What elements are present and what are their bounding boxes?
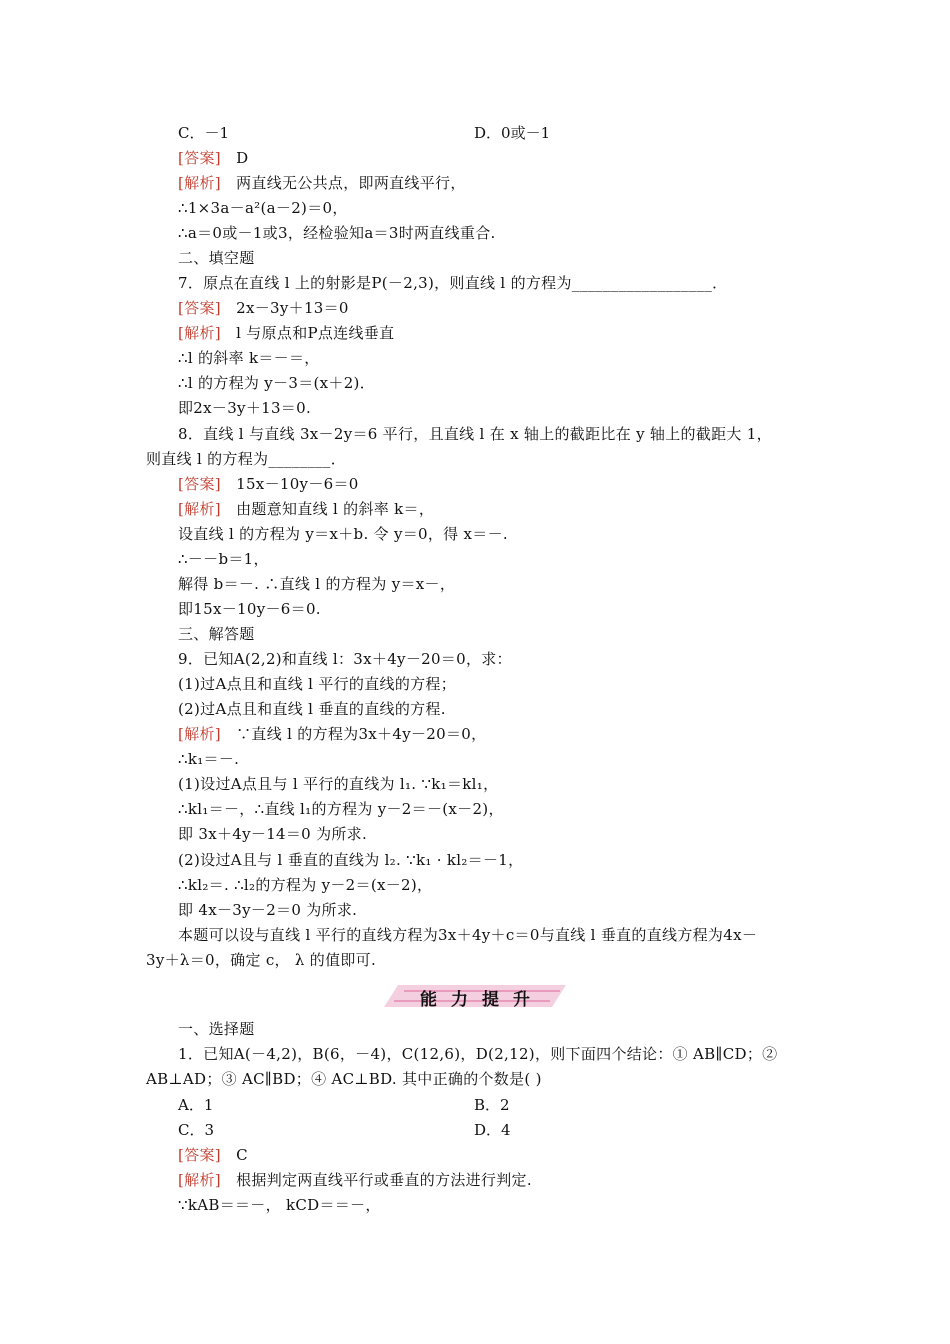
q7-answer: 2x－3y＋13＝0 <box>236 299 349 317</box>
q6-option-c: C．－1 <box>178 124 230 142</box>
analysis-tag: [解析] <box>178 174 221 192</box>
q8-analysis-line <box>178 500 434 518</box>
section-banner <box>384 982 566 1010</box>
q7-step-3: 即2x－3y＋13＝0. <box>178 399 312 417</box>
q8-question-line-2: 则直线 l 的方程为________． <box>146 450 347 468</box>
q7-analysis-line <box>178 324 394 342</box>
q7-analysis-text: l 与原点和P点连线垂直 <box>236 324 395 342</box>
q8-step-2: ∴－－b＝1， <box>178 550 269 568</box>
section-heading-solve: 三、解答题 <box>178 625 255 643</box>
bq1-option-a: A．1 <box>178 1096 214 1114</box>
bq1-question-line-2: AB⊥AD；③ AC∥BD；④ AC⊥BD. 其中正确的个数是( ) <box>146 1070 542 1088</box>
analysis-tag: [解析] <box>178 1171 221 1189</box>
bq1-analysis-text: 根据判定两直线平行或垂直的方法进行判定. <box>236 1171 532 1189</box>
bq1-option-b: B．2 <box>474 1096 510 1114</box>
q9-step-1: ∴k₁＝－. <box>178 750 240 768</box>
answer-tag: [答案] <box>178 299 221 317</box>
answer-tag: [答案] <box>178 475 221 493</box>
q9-analysis-line <box>178 725 486 743</box>
q9-note-line-2: 3y＋λ＝0，确定 c， λ 的值即可. <box>146 951 377 969</box>
q8-analysis-text: 由题意知直线 l 的斜率 k＝， <box>236 500 435 518</box>
q6-step-1: ∴1×3a－a²(a－2)＝0， <box>178 199 348 217</box>
section-heading-fill-blank: 二、填空题 <box>178 249 255 267</box>
q8-step-1: 设直线 l 的方程为 y＝x＋b. 令 y＝0，得 x＝－. <box>178 525 508 543</box>
q6-answer: D <box>236 149 249 167</box>
analysis-tag: [解析] <box>178 725 221 743</box>
q9-question: 9．已知A(2,2)和直线 l：3x＋4y－20＝0，求： <box>178 650 512 668</box>
q6-analysis-text: 两直线无公共点，即两直线平行， <box>236 174 466 192</box>
q9-step-5: (2)设过A且与 l 垂直的直线为 l₂. ∵k₁ · kl₂＝－1， <box>178 851 524 869</box>
q8-step-4: 即15x－10y－6＝0. <box>178 600 321 618</box>
q9-part-2: (2)过A点且和直线 l 垂直的直线的方程. <box>178 700 446 718</box>
q9-step-4: 即 3x＋4y－14＝0 为所求. <box>178 825 368 843</box>
q7-step-2: ∴l 的方程为 y－3＝(x＋2)． <box>178 374 376 392</box>
q6-answer-line <box>178 149 248 167</box>
q8-question-line-1: 8．直线 l 与直线 3x－2y＝6 平行，且直线 l 在 x 轴上的截距比在 y 轴上的截距大 1， <box>178 425 772 443</box>
q7-step-1: ∴l 的斜率 k＝－＝， <box>178 349 320 367</box>
q9-step-2: (1)设过A点且与 l 平行的直线为 l₁. ∵k₁＝kl₁， <box>178 775 499 793</box>
analysis-tag: [解析] <box>178 500 221 518</box>
q9-part-1: (1)过A点且和直线 l 平行的直线的方程； <box>178 675 457 693</box>
q7-answer-line <box>178 299 349 317</box>
q6-analysis-line <box>178 174 466 192</box>
q6-step-2: ∴a＝0或－1或3，经检验知a＝3时两直线重合. <box>178 224 496 242</box>
q8-answer: 15x－10y－6＝0 <box>236 475 359 493</box>
bq1-analysis-line <box>178 1171 532 1189</box>
q8-answer-line <box>178 475 359 493</box>
analysis-tag: [解析] <box>178 324 221 342</box>
answer-tag: [答案] <box>178 149 221 167</box>
q6-option-d: D．0或－1 <box>474 124 551 142</box>
bq1-answer: C <box>236 1146 248 1164</box>
q9-analysis-text: ∵直线 l 的方程为3x＋4y－20＝0， <box>236 725 487 743</box>
bq1-question-line-1: 1．已知A(－4,2)，B(6，－4)，C(12,6)，D(2,12)，则下面四个结论：① AB∥CD；② <box>178 1045 778 1063</box>
bq1-option-d: D．4 <box>474 1121 511 1139</box>
q9-step-6: ∴kl₂＝. ∴l₂的方程为 y－2＝(x－2)， <box>178 876 433 894</box>
q9-step-7: 即 4x－3y－2＝0 为所求. <box>178 901 358 919</box>
banner-title: 能力提升 <box>420 990 544 1010</box>
bq1-option-c: C．3 <box>178 1121 215 1139</box>
q7-question: 7．原点在直线 l 上的射影是P(－2,3)，则直线 l 的方程为__________________． <box>178 274 728 292</box>
q9-step-3: ∴kl₁＝－，∴直线 l₁的方程为 y－2＝－(x－2)， <box>178 800 504 818</box>
q8-step-3: 解得 b＝－. ∴直线 l 的方程为 y＝x－， <box>178 575 456 593</box>
bq1-step-1: ∵kAB＝＝－， kCD＝＝－， <box>178 1196 381 1214</box>
answer-tag: [答案] <box>178 1146 221 1164</box>
section-heading-choice: 一、选择题 <box>178 1020 255 1038</box>
q9-note-line-1: 本题可以设与直线 l 平行的直线方程为3x＋4y＋c＝0与直线 l 垂直的直线方程为4x－ <box>178 926 758 944</box>
bq1-answer-line <box>178 1146 248 1164</box>
